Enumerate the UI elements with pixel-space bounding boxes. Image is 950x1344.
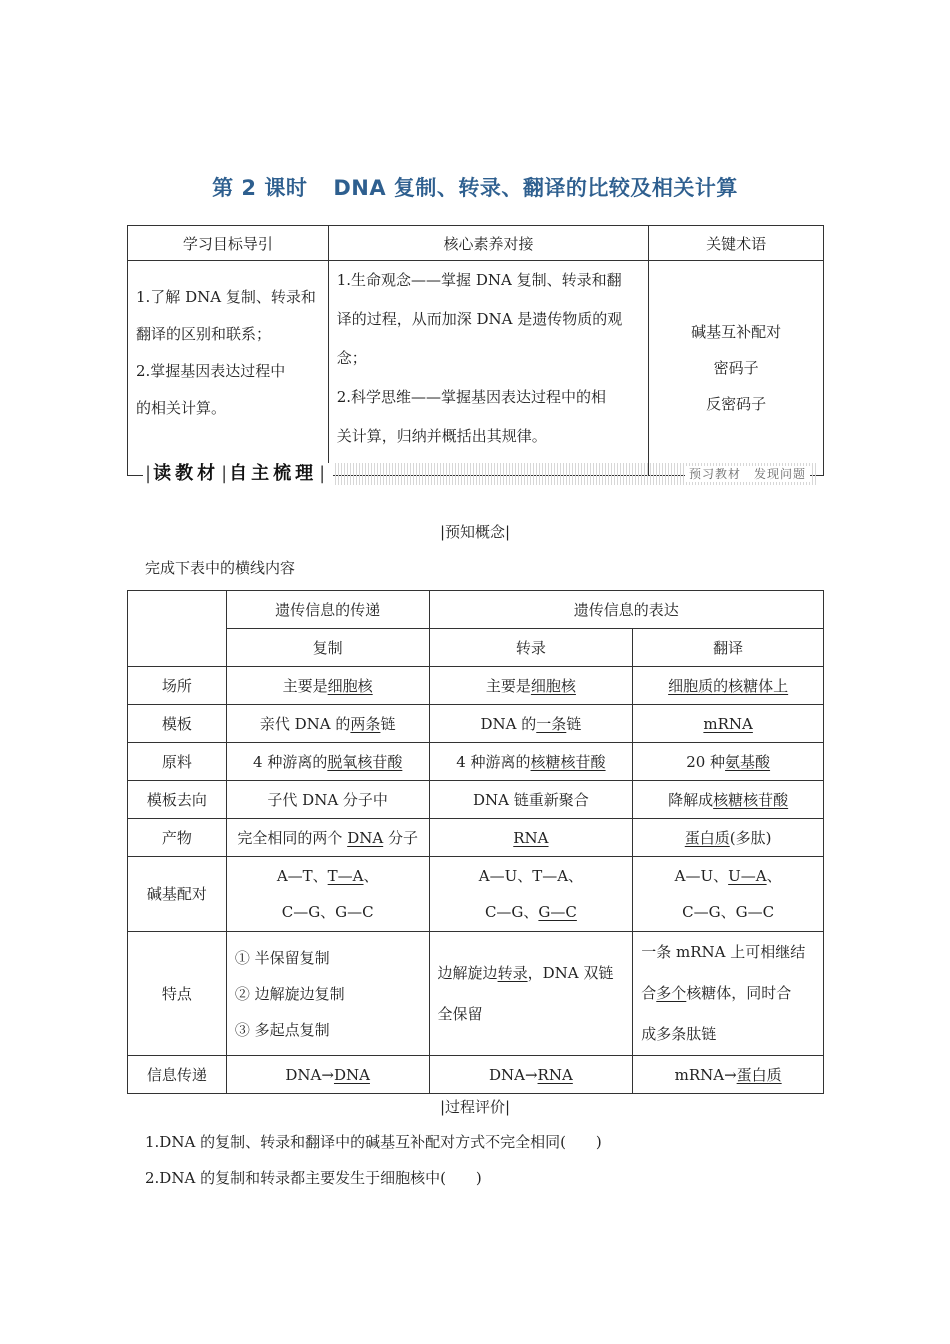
header-goals: 学习目标导引	[128, 226, 329, 261]
row-label: 模板	[128, 705, 227, 743]
cell: 蛋白质(多肽)	[633, 819, 824, 857]
banner-subtitle: 预习教材 发现问题	[685, 466, 810, 482]
cell	[633, 667, 824, 705]
term: 密码子	[713, 359, 759, 377]
goal-line: 的相关计算。	[136, 399, 227, 417]
row-label: 信息传递	[128, 1056, 227, 1094]
answer-blank: 蛋白质	[736, 1066, 782, 1084]
answer-blank: 一条	[536, 715, 567, 733]
goal-line: 2.掌握基因表达过程中	[136, 362, 286, 380]
instruction-text: 完成下表中的横线内容	[145, 559, 296, 577]
cell	[429, 819, 633, 857]
row-label: 特点	[128, 932, 227, 1056]
table-row	[128, 857, 824, 932]
answer-blank: 两条	[350, 715, 381, 733]
cell: 边解旋边转录，DNA 双链 全保留	[429, 932, 633, 1056]
answer-blank: G—C	[538, 903, 577, 921]
cell: 4 种游离的脱氧核苷酸	[226, 743, 429, 781]
question-1: 1.DNA 的复制、转录和翻译中的碱基互补配对方式不完全相同( )	[145, 1133, 602, 1151]
answer-blank: 多个	[656, 984, 687, 1002]
answer-blank: 细胞质的核糖体上	[668, 677, 789, 695]
answer-blank: RNA	[537, 1065, 573, 1084]
lesson-topic: DNA 复制、转录、翻译的比较及相关计算	[333, 176, 738, 200]
table-row	[128, 705, 824, 743]
cell: 一条 mRNA 上可相继结 合多个核糖体，同时合 成多条肽链	[633, 932, 824, 1056]
col-transcription: 转录	[429, 629, 633, 667]
table-row	[128, 743, 824, 781]
cell: DNA 链重新聚合	[429, 781, 633, 819]
answer-blank: 细胞核	[327, 677, 373, 695]
section-banner	[143, 463, 816, 485]
literacy-line: 1.生命观念——掌握 DNA 复制、转录和翻	[336, 271, 622, 289]
cell: 20 种氨基酸	[633, 743, 824, 781]
term: 反密码子	[706, 395, 767, 413]
answer-blank: 蛋白质	[684, 829, 730, 847]
cell: 主要是细胞核	[226, 667, 429, 705]
row-label: 碱基配对	[128, 857, 227, 932]
answer-blank: DNA	[333, 1065, 370, 1084]
section-heading-preview: |预知概念|	[439, 523, 511, 541]
cell: 亲代 DNA 的两条链	[226, 705, 429, 743]
answer-blank: T—A	[327, 867, 364, 885]
answer-blank: 细胞核	[530, 677, 576, 695]
goal-line: 1.了解 DNA 复制、转录和	[136, 288, 316, 306]
cell: DNA 的一条链	[429, 705, 633, 743]
row-label: 产物	[128, 819, 227, 857]
answer-blank: 核糖核苷酸	[530, 753, 606, 771]
cell: DNA→RNA	[429, 1056, 633, 1094]
row-label: 原料	[128, 743, 227, 781]
row-label: 场所	[128, 667, 227, 705]
cell	[633, 705, 824, 743]
answer-blank: DNA	[347, 829, 384, 847]
cell: A—U、U—A、 C—G、G—C	[633, 857, 824, 932]
question-2: 2.DNA 的复制和转录都主要发生于细胞核中( )	[145, 1169, 482, 1187]
banner-heading-b: 自主梳理	[229, 463, 318, 484]
table-row	[128, 1056, 824, 1094]
answer-blank: mRNA	[703, 714, 753, 733]
group-express: 遗传信息的表达	[429, 591, 823, 629]
cell: ① 半保留复制 ② 边解旋边复制 ③ 多起点复制	[226, 932, 429, 1056]
lesson-number: 第 2 课时	[212, 176, 308, 200]
answer-blank: RNA	[513, 828, 549, 847]
cell: mRNA→蛋白质	[633, 1056, 824, 1094]
banner-heading: | 读教材 | 自主梳理 |	[143, 463, 333, 485]
header-terms: 关键术语	[649, 226, 824, 261]
literacy-line: 关计算，归纳并概括出其规律。	[336, 427, 547, 445]
goal-line: 翻译的区别和联系；	[136, 325, 272, 343]
table-row	[128, 667, 824, 705]
cell: 4 种游离的核糖核苷酸	[429, 743, 633, 781]
literacy-cell	[328, 261, 649, 476]
cell: 降解成核糖核苷酸	[633, 781, 824, 819]
cell: 子代 DNA 分子中	[226, 781, 429, 819]
terms-cell	[649, 261, 824, 476]
cell: 主要是细胞核	[429, 667, 633, 705]
cell: DNA→DNA	[226, 1056, 429, 1094]
header-literacy: 核心素养对接	[328, 226, 649, 261]
goals-table	[127, 225, 824, 476]
col-replication: 复制	[226, 629, 429, 667]
answer-blank: 氨基酸	[725, 753, 771, 771]
page-title	[0, 172, 950, 202]
literacy-line: 念；	[336, 349, 367, 367]
answer-blank: 核糖核苷酸	[713, 791, 789, 809]
cell: A—T、T—A、 C—G、G—C	[226, 857, 429, 932]
cell: A—U、T—A、 C—G、G—C	[429, 857, 633, 932]
goals-cell	[128, 261, 329, 476]
table-row	[128, 781, 824, 819]
comparison-table	[127, 590, 824, 1094]
row-label: 模板去向	[128, 781, 227, 819]
answer-blank: U—A	[728, 867, 767, 885]
group-transfer: 遗传信息的传递	[226, 591, 429, 629]
term: 碱基互补配对	[691, 323, 782, 341]
answer-blank: 脱氧核苷酸	[327, 753, 403, 771]
literacy-line: 2.科学思维——掌握基因表达过程中的相	[336, 388, 607, 406]
corner-cell	[128, 591, 227, 667]
banner-heading-a: 读教材	[153, 463, 220, 484]
table-row	[128, 819, 824, 857]
answer-blank: 转录	[497, 963, 528, 982]
section-heading-evaluation: |过程评价|	[439, 1098, 511, 1116]
cell: 完全相同的两个 DNA 分子	[226, 819, 429, 857]
col-translation: 翻译	[633, 629, 824, 667]
literacy-line: 译的过程，从而加深 DNA 是遗传物质的观	[336, 310, 623, 328]
table-row	[128, 932, 824, 1056]
